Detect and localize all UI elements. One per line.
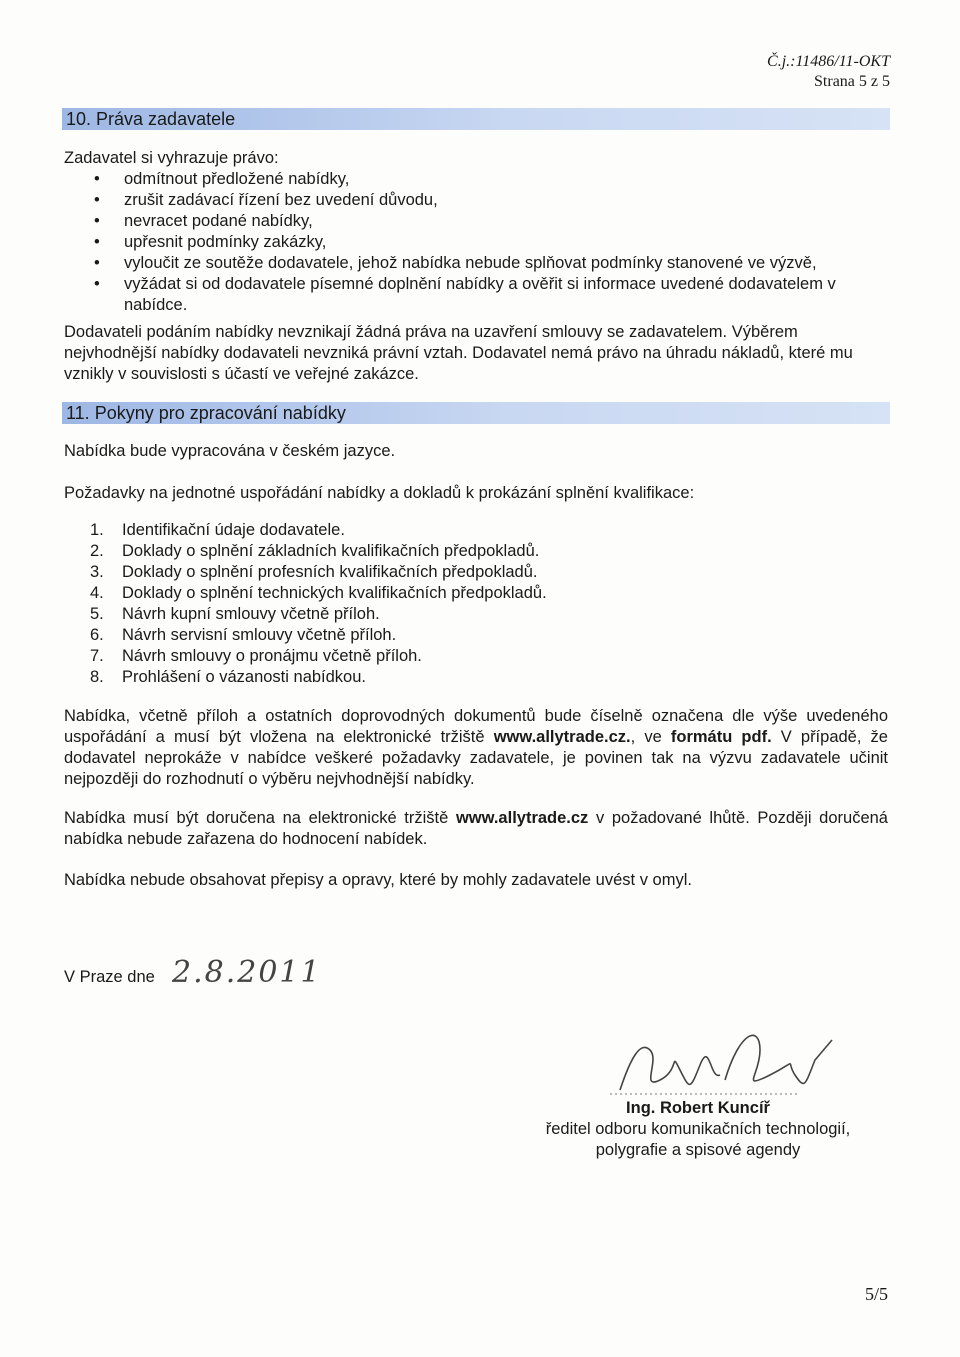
document-header: [767, 52, 890, 92]
signature-block: [528, 1098, 868, 1161]
signatory-role: ředitel odboru komunikačních technologií,: [545, 1120, 851, 1138]
list-item: • vyloučit ze soutěže dodavatele, jehož nabídka nebude splňovat podmínky stanovené ve výzvě,: [90, 253, 890, 274]
marketplace-link[interactable]: www.allytrade.cz: [455, 809, 589, 827]
requirements-list: [90, 520, 547, 688]
list-item: • odmítnout předložené nabídky,: [90, 169, 890, 190]
list-item: 8. Prohlášení o vázanosti nabídkou.: [90, 668, 366, 686]
list-item: • nevracet podané nabídky,: [90, 211, 890, 232]
list-item: • zrušit zadávací řízení bez uvedení důvodu,: [90, 190, 890, 211]
signature-scrawl: [610, 1020, 840, 1100]
handwritten-date: 2.8.2011: [172, 955, 322, 990]
list-item: 2. Doklady o splnění základních kvalifikačních předpokladů.: [90, 542, 540, 560]
delivery-paragraph: Nabídka musí být doručena na elektronické tržiště www.allytrade.cz v požadované lhůtě. Později doručená nabídka nebude zařazena do hodnocení nabídek.: [64, 809, 888, 848]
signatory-role: polygrafie a spisové agendy: [595, 1141, 801, 1159]
section-11-heading: 11. Pokyny pro zpracování nabídky: [62, 402, 890, 424]
rights-intro: Zadavatel si vyhrazuje právo:: [64, 149, 279, 167]
no-corrections-paragraph: Nabídka nebude obsahovat přepisy a opravy, které by mohly zadavatele uvést v omyl.: [64, 871, 692, 889]
pdf-format: formátu pdf.: [670, 728, 772, 746]
place-and-date: V Praze dne: [64, 968, 155, 986]
section-10-heading: 10. Práva zadavatele: [62, 108, 890, 130]
requirements-intro: Požadavky na jednotné uspořádání nabídky a dokladů k prokázání splnění kvalifikace:: [64, 484, 695, 502]
list-item: 4. Doklady o splnění technických kvalifikačních předpokladů.: [90, 584, 547, 602]
marketplace-link[interactable]: www.allytrade.cz.: [493, 728, 631, 746]
page-number: 5/5: [864, 1284, 888, 1304]
rights-list: [90, 169, 890, 316]
list-item: 6. Návrh servisní smlouvy včetně příloh.: [90, 626, 397, 644]
language-statement: Nabídka bude vypracována v českém jazyce.: [64, 442, 396, 460]
list-item: • upřesnit podmínky zakázky,: [90, 232, 890, 253]
reference-number: Č.j.:11486/11-OKT: [767, 53, 890, 70]
numbering-paragraph: Nabídka, včetně příloh a ostatních doprovodných dokumentů bude číselně označena dle výše uvedeného uspořádání a musí být vložena na elektronické tržiště www.allytrade.cz., ve formátu pdf. V případě, že dodavatel neprokáže v nabídce veškeré požadavky zadavatele, je povinen tak na výzvu zadavatele učinit nejpozději do rozhodnutí o výběru nejvhodnější nabídky.: [64, 707, 888, 788]
list-item: 3. Doklady o splnění profesních kvalifikačních předpokladů.: [90, 563, 538, 581]
list-item: 5. Návrh kupní smlouvy včetně příloh.: [90, 605, 380, 623]
list-item: 7. Návrh smlouvy o pronájmu včetně příloh.: [90, 647, 422, 665]
rights-closing-paragraph: Dodavateli podáním nabídky nevznikají žádná práva na uzavření smlouvy se zadavatelem. Výběrem nejvhodnější nabídky dodavateli nevzniká právní vztah. Dodavatel nemá právo na úhradu nákladů, které mu vznikly v souvislosti s účastí ve veřejné zakázce.: [64, 323, 853, 383]
list-item: 1. Identifikační údaje dodavatele.: [90, 521, 345, 539]
signatory-name: Ing. Robert Kuncíř: [626, 1099, 770, 1117]
page-indicator: Strana 5 z 5: [814, 73, 890, 90]
list-item: • vyžádat si od dodavatele písemné doplnění nabídky a ověřit si informace uvedené dodavatelem v nabídce.: [90, 274, 890, 316]
